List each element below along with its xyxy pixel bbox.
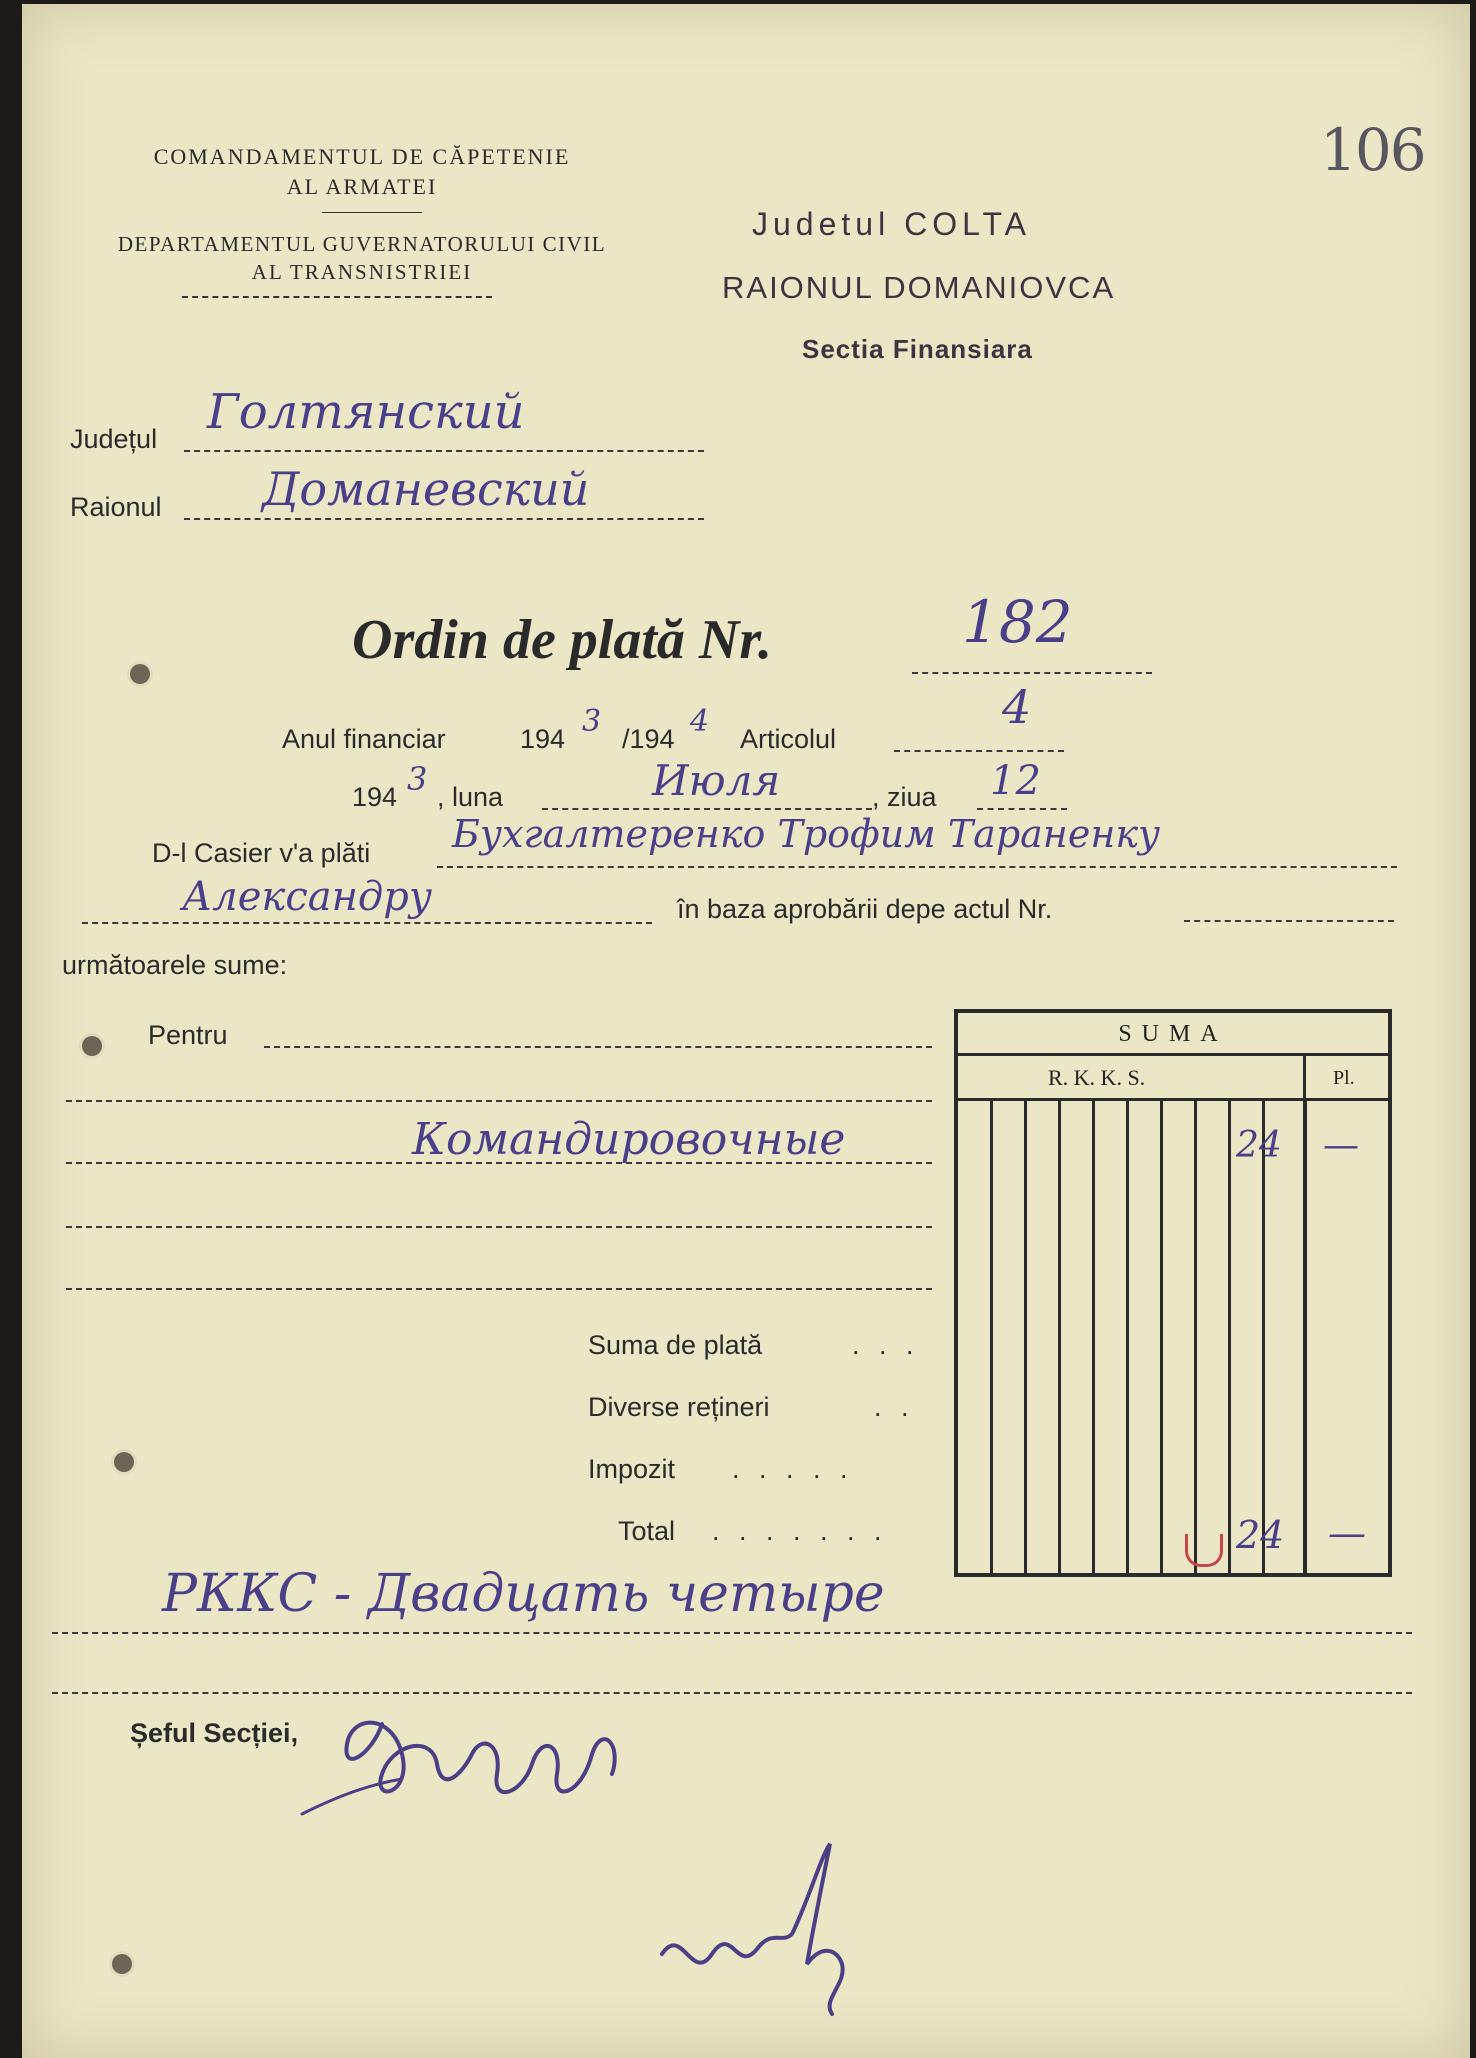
anul-prefix-1: 194 — [520, 724, 566, 754]
dept-line-2: AL TRANSNISTRIEI — [251, 260, 473, 284]
ziua-line — [977, 808, 1067, 810]
suma-divider-1 — [958, 1053, 1388, 1056]
document-title: Ordin de plată Nr. — [352, 609, 773, 671]
suma-pl-separator — [1303, 1098, 1307, 1573]
suma-col-pl: Pl. — [1333, 1067, 1355, 1089]
casier-label: D-l Casier v'a plăti — [152, 838, 371, 868]
signature-scribble-2 — [622, 1824, 922, 2024]
luna-line — [542, 808, 872, 810]
judetul-line — [184, 450, 704, 452]
ziua-label: , ziua — [872, 782, 937, 812]
suma-header: SUMA — [1118, 1021, 1228, 1047]
suma-col-line — [990, 1098, 993, 1573]
anul-label: Anul financiar — [282, 724, 446, 754]
suma-col-line — [1228, 1098, 1231, 1573]
date-year: 3 — [407, 760, 428, 798]
actul-line — [1184, 920, 1394, 922]
summary-dots-retineri: . . — [874, 1392, 915, 1422]
command-line-2: AL ARMATEI — [286, 174, 438, 199]
suma-col-line — [1194, 1098, 1197, 1573]
summary-label-retineri: Diverse rețineri — [588, 1392, 770, 1422]
stamp-line-3: Sectia Finansiara — [802, 334, 1033, 364]
header-divider — [322, 212, 422, 213]
words-line-1 — [52, 1632, 1412, 1634]
date-prefix: 194 — [352, 782, 398, 812]
order-number-sub: 4 — [1002, 680, 1032, 734]
pentru-line-2 — [66, 1100, 932, 1102]
total-pl: — — [1328, 1511, 1366, 1555]
amount-in-words: РККС - Двадцать четыре — [162, 1564, 885, 1624]
pentru-item: Командировочные — [412, 1114, 846, 1165]
luna-label: , luna — [437, 782, 504, 812]
suma-col-line — [1126, 1098, 1129, 1573]
punch-hole — [112, 1954, 132, 1974]
suma-header-sep — [1303, 1053, 1306, 1098]
suma-table — [954, 1009, 1392, 1577]
summary-label-total: Total — [618, 1516, 676, 1546]
payment-order-document — [22, 4, 1470, 2058]
summary-dots-total: . . . . . . . — [712, 1516, 888, 1546]
title-number-line — [912, 672, 1152, 674]
anul-year-2: 4 — [690, 704, 710, 739]
red-check-mark — [1185, 1534, 1223, 1567]
item-pl: — — [1323, 1125, 1359, 1166]
header-underline — [182, 296, 492, 298]
raionul-line — [184, 518, 704, 520]
suma-col-line — [1058, 1098, 1061, 1573]
punch-hole — [130, 664, 150, 684]
suma-col-line — [1092, 1098, 1095, 1573]
judetul-label: Județul — [70, 424, 158, 454]
suma-col-rkks: R. K. K. S. — [1048, 1065, 1146, 1090]
summary-label-suma: Suma de plată — [588, 1330, 763, 1360]
stamp-line-2: RAIONUL DOMANIOVCA — [722, 270, 1116, 305]
pentru-line-5 — [66, 1288, 932, 1290]
archive-number: 106 — [1320, 116, 1425, 184]
judetul-value: Голтянский — [207, 384, 525, 440]
anul-sep: /194 — [622, 724, 675, 754]
suma-divider-2 — [958, 1098, 1388, 1101]
order-number: 182 — [962, 588, 1073, 656]
articolul-label: Articolul — [740, 724, 837, 754]
raionul-label: Raionul — [70, 492, 162, 522]
raionul-value: Доманевский — [262, 462, 590, 516]
summary-label-impozit: Impozit — [588, 1454, 676, 1484]
articolul-line — [894, 750, 1064, 752]
urmatoarele-label: următoarele sume: — [62, 950, 288, 980]
punch-hole — [114, 1452, 134, 1472]
summary-dots-impozit: . . . . . — [732, 1454, 854, 1484]
anul-year-1: 3 — [582, 704, 602, 739]
item-amount: 24 — [1236, 1125, 1282, 1166]
pentru-line-4 — [66, 1226, 932, 1228]
command-line-1: COMANDAMENTUL DE CĂPETENIE — [153, 144, 571, 169]
pentru-line-1 — [264, 1046, 932, 1048]
payee-line-1 — [437, 866, 1397, 868]
suma-col-line — [1262, 1098, 1265, 1573]
suma-col-line — [1160, 1098, 1163, 1573]
luna-value: Июля — [652, 756, 781, 805]
ziua-value: 12 — [990, 758, 1041, 804]
payee-value-2: Александру — [182, 874, 433, 920]
stamp-line-1: Judetul COLTA — [752, 206, 1032, 242]
in-baza-label: în baza aprobării depe actul Nr. — [677, 894, 1053, 924]
payee-line-2 — [82, 922, 652, 924]
payee-value-1: Бухгалтеренко Трофим Тараненку — [452, 812, 1161, 856]
signature-label: Șeful Secției, — [130, 1718, 299, 1748]
suma-col-line — [1024, 1098, 1027, 1573]
punch-hole — [82, 1036, 102, 1056]
dept-line-1: DEPARTAMENTUL GUVERNATORULUI CIVIL — [117, 232, 607, 256]
total-amount: 24 — [1236, 1513, 1285, 1557]
pentru-label: Pentru — [148, 1020, 228, 1050]
summary-dots-suma: . . . — [852, 1330, 920, 1360]
